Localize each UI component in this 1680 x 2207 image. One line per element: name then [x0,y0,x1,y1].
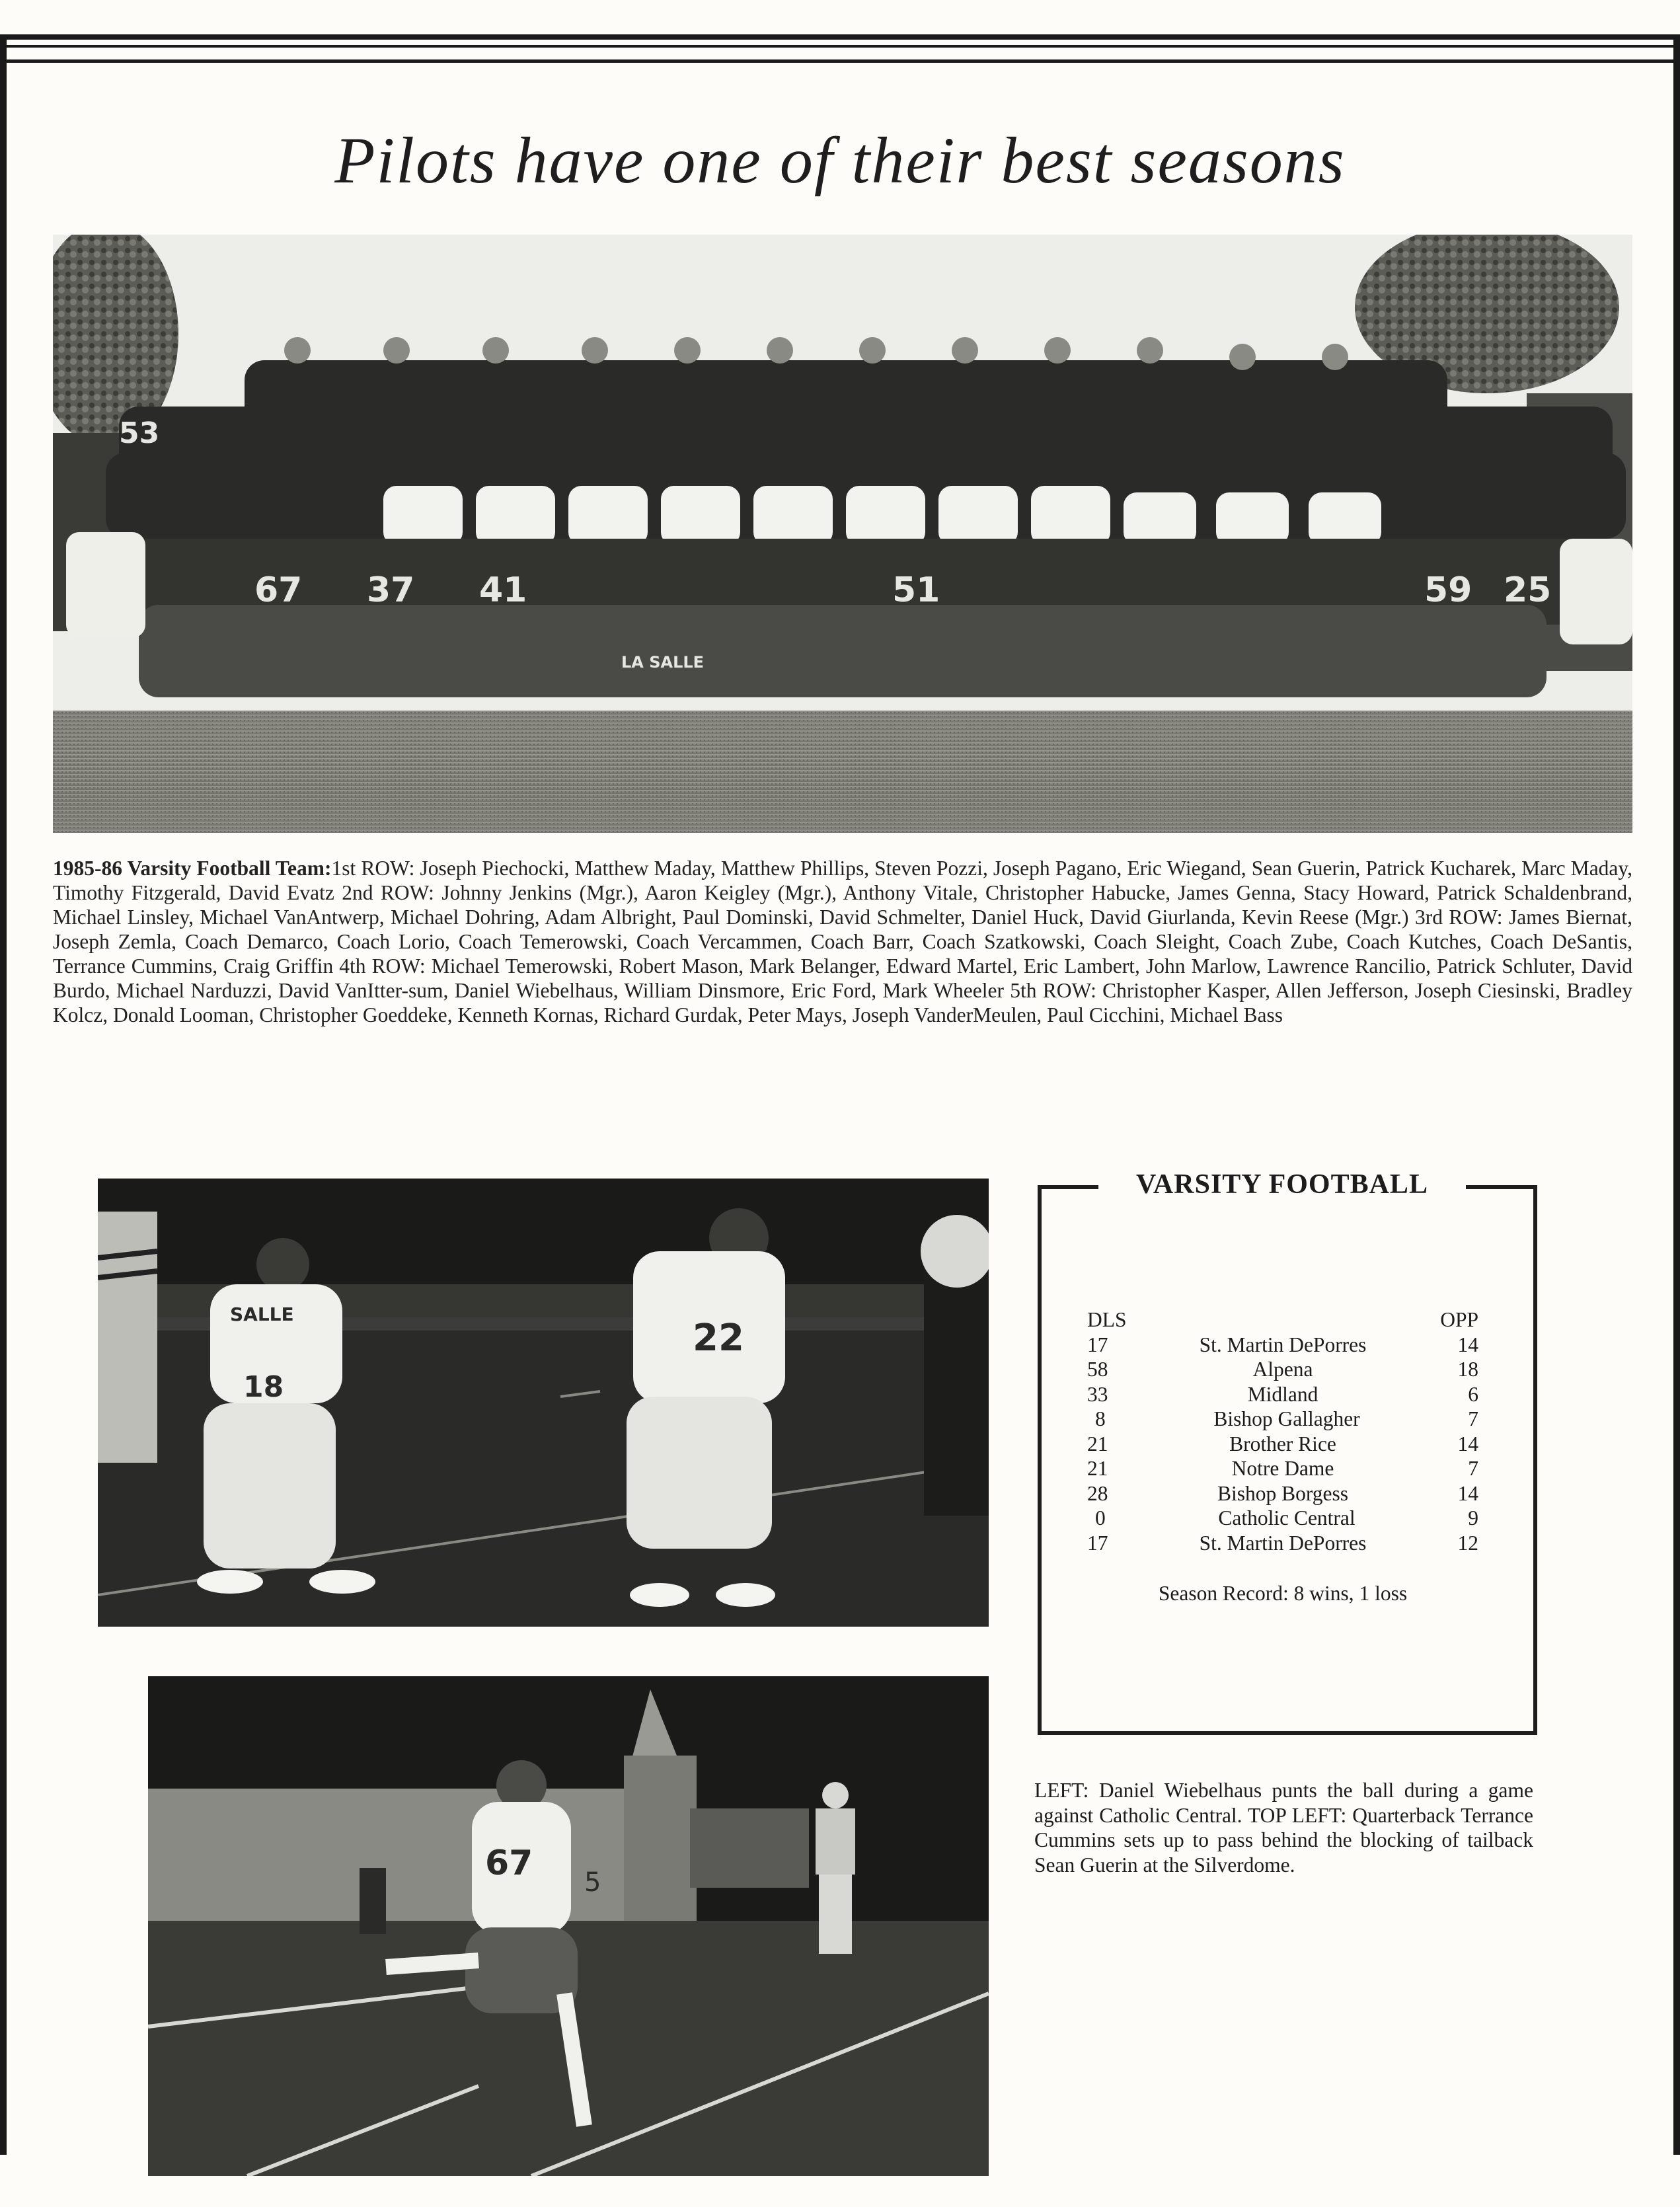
photo-caption: LEFT: Daniel Wiebelhaus punts the ball during a game against Catholic Central. TOP LEFT: Quarterback Terrance Cummins sets up to pass behind the blocking of tailback Sean Guerin at the Silverdome. [1034,1779,1533,1877]
game-opponent: Bishop Gallagher [1213,1407,1360,1430]
game-opponent: Alpena [1252,1358,1313,1381]
jersey-text-salle: SALLE [230,1303,294,1325]
game-dls-score: 17 [1087,1333,1108,1356]
coaches-row [383,486,1381,545]
game-row [1087,1333,1478,1358]
top-rule-thin [0,45,1680,48]
results-table [1087,1307,1478,1555]
game-rows [1087,1333,1478,1556]
team-photo [53,235,1632,833]
game-row [1087,1432,1478,1457]
grass-field [53,711,1632,833]
game-row [1087,1382,1478,1407]
game-opponent: Bishop Borgess [1217,1481,1349,1505]
team-roster-caption [53,856,1632,1027]
game-row [1087,1456,1478,1481]
jersey-number-59: 59 [1424,570,1472,610]
team-caption-lead: 1985-86 Varsity Football Team: [53,857,332,880]
referee-figure [98,1212,157,1463]
game-opp-score: 14 [1457,1432,1478,1455]
game-row [1087,1407,1478,1432]
jersey-number-53: 53 [119,416,160,450]
left-border [0,40,7,2155]
box-top-border-right [1466,1185,1533,1189]
header-dls: DLS [1087,1308,1127,1331]
game-row [1087,1531,1478,1556]
right-border [1673,40,1680,2155]
game-row [1087,1357,1478,1382]
game-opponent: Notre Dame [1231,1457,1334,1480]
game-row [1087,1481,1478,1506]
game-opponent: St. Martin DePorres [1199,1531,1367,1555]
jersey-text-lasalle: LA SALLE [621,653,705,672]
game-dls-score: 33 [1087,1382,1108,1406]
results-box-title: VARSITY FOOTBALL [1136,1169,1428,1200]
jersey-number-51: 51 [892,570,940,610]
top-rule-thick [0,34,1680,40]
results-header [1087,1307,1478,1333]
game-opp-score: 14 [1457,1333,1478,1356]
game-dls-score: 21 [1087,1432,1108,1455]
jersey-number-67: 67 [254,570,303,610]
game-dls-score: 28 [1087,1481,1108,1505]
game-opp-score: 18 [1457,1358,1478,1381]
season-record: Season Record: 8 wins, 1 loss [1158,1582,1408,1605]
game-opponent: Brother Rice [1229,1432,1336,1455]
game-opp-score: 7 [1468,1407,1478,1430]
game-opponent: Midland [1247,1382,1318,1406]
jersey-number-41: 41 [479,570,527,610]
jersey-number-25: 25 [1504,570,1552,610]
game-opponent: St. Martin DePorres [1199,1333,1367,1356]
game-opp-score: 6 [1468,1382,1478,1406]
game-dls-score: 17 [1087,1531,1108,1555]
jersey-number-22: 22 [693,1317,744,1360]
game-opp-score: 14 [1457,1481,1478,1505]
box-top-border-left [1038,1185,1098,1189]
header-spacer [1140,1307,1426,1333]
game-opponent: Catholic Central [1218,1506,1355,1529]
team-caption-text: 1st ROW: Joseph Piechocki, Matthew Maday, Matthew Phillips, Steven Pozzi, Joseph Pagano, Eric Wiegand, Sean Guerin, Patrick Kucharek, Marc Maday, Timothy Fitzgerald, David Evatz 2nd ROW: Johnny Jenkins (Mgr.), Aaron Keigley (Mgr.), Anthony Vitale, Christopher Habucke, James Genna, Stacy Howard, Patrick Schaldenbrand, Michael Linsley, Michael VanAntwerp, Michael Dohring, Adam Albright, Paul Dominski, David Schmelter, Daniel Huck, David Giurlanda, Kevin Reese (Mgr.) 3rd ROW: James Biernat, Joseph Zemla, Coach Demarco, Coach Lorio, Coach Temerowski, Coach Vercammen, Coach Barr, Coach Szatkowski, Coach Sleight, Coach Zube, Coach Kutches, Coach DeSantis, Terrance Cummins, Craig Griffin 4th ROW: Michael Temerowski, Robert Mason, Mark Belanger, Edward Martel, Eric Lambert, John Marlow, Lawrence Rancilio, Patrick Schluter, David Burdo, Michael Narduzzi, David VanItter-sum, Daniel Wiebelhaus, William Dinsmore, Eric Ford, Mark Wheeler 5th ROW: Christopher Kasper, Allen Jefferson, Joseph Ciesinski, Bradley Kolcz, Donald Looman, Christopher Goeddeke, Kenneth Kornas, Richard Gurdak, Peter Mays, Joseph VanderMeulen, Paul Cicchini, Michael Bass [53,857,1632,1026]
game-dls-score: 0 [1095,1506,1106,1529]
top-rule-lower [0,59,1680,63]
game-dls-score: 8 [1095,1407,1106,1430]
game-row [1087,1506,1478,1531]
game-opp-score: 12 [1457,1531,1478,1555]
page-headline: Pilots have one of their best seasons [334,124,1346,197]
game-dls-score: 21 [1087,1457,1108,1480]
game-dls-score: 58 [1087,1358,1108,1381]
game-opp-score: 7 [1468,1457,1478,1480]
quarterback-photo [98,1179,989,1627]
jersey-number-67-punter: 67 [485,1843,533,1883]
punt-photo [148,1676,989,2176]
seated-row-players [139,605,1546,697]
jersey-number-18: 18 [243,1370,284,1404]
header-opp: OPP [1440,1308,1478,1331]
game-opp-score: 9 [1468,1506,1478,1529]
jersey-number-37: 37 [367,570,415,610]
press-box-number: 5 [584,1867,601,1898]
